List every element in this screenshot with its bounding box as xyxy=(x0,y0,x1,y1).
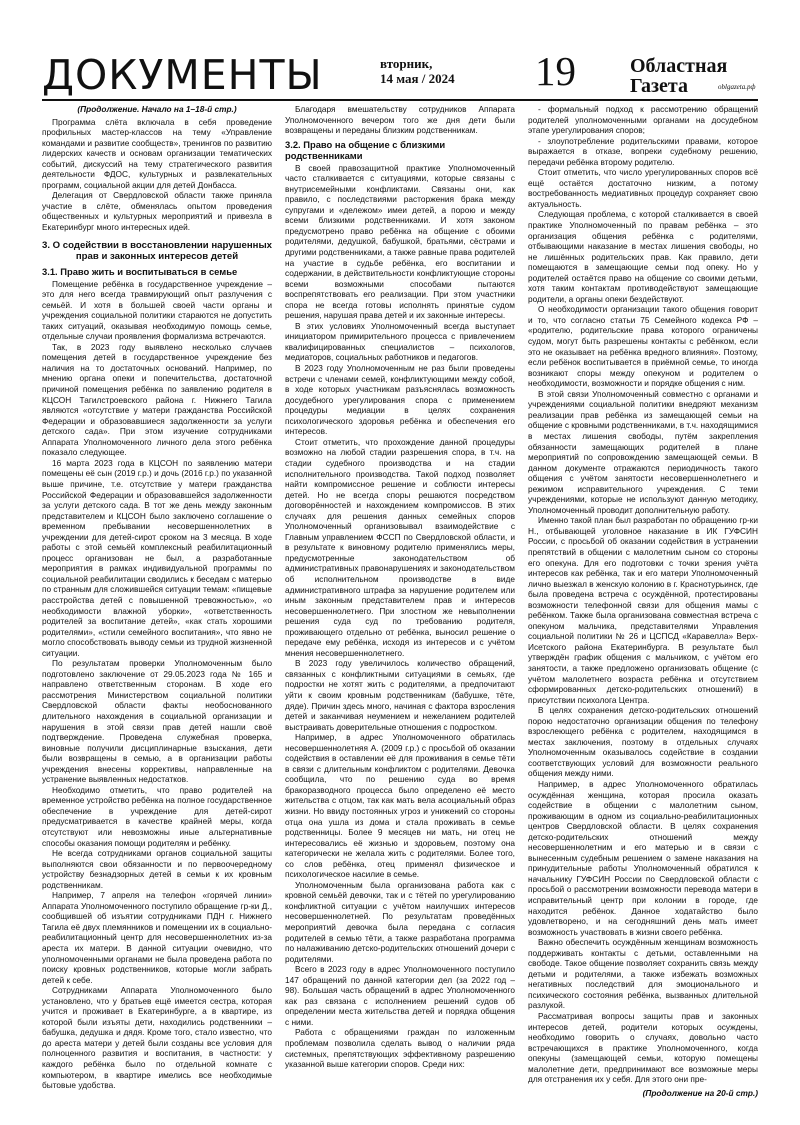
paragraph: По результатам проверки Уполномоченным было подготовлено заключение от 29.05.2023 года № 165 и направлено ответственным сторонам. В ходе его рассмотрения Министерством социальной политики Свердловской области факты необоснованного длительного нахождения в социальной организации и нарушения в этой связи прав детей нашли своё подтверждение. Проведена служебная проверка, виновные получили дисциплинарные взыскания, дети были возвращены в семью, а в организации работы учреждения внесены коррективы, направленные на устранение выявленных недостатков. xyxy=(42,658,272,785)
paragraph: Следующая проблема, с которой сталкивается в своей практике Уполномоченный по правам ребёнка – это организация общения ребёнка с родителями, отбывающими наказание в местах лишения свободы, но не лишённых родительских прав. Как правило, дети помещаются в замещающие семьи под опеку. Но у родителей остаётся право на общение со своими детьми, хотя таким контактам противодействуют замещающие родители, а органы опеки бездействуют. xyxy=(528,209,758,304)
paragraph: Так, в 2023 году выявлено несколько случаев помещения детей в государственное учреждение без наличия на то достаточных оснований. Например, по мнению органа опеки и попечительства, достаточной причиной помещения ребёнка по заявлению родителя в КЦСОН Тагилстроевского района г. Нижнего Тагила являются «отсутствие у матери гражданства Российской Федерации и образовавшиеся задолженности за услуги детского сада». При этом изучение сотрудниками Аппарата Уполномоченного личного дела этого ребёнка показало следующее. xyxy=(42,341,272,458)
paragraph: Работа с обращениями граждан по изложенным проблемам позволила сделать вывод о наличии ряда системных, препятствующих эффективному разрешению указанной выше категории споров. Среди них: xyxy=(285,1027,515,1070)
paragraph: - формальный подход к рассмотрению обращений родителей уполномоченными органами на досудебном этапе урегулирования споров; xyxy=(528,104,758,136)
paragraph: В этой связи Уполномоченный совместно с органами и учреждениями социальной политики внедряют механизм реализации прав ребёнка из замещающей семьи на общение с кровными родственниками, в т.ч. находящимися в местах лишения свободы, путём закрепления обязанности замещающих родителей в плане мероприятий по сопровождению замещающей семьи. В данном документе отражаются периодичность такого общения с учётом занятости несовершеннолетнего и режимом исправительного учреждения. С теми учреждениями, которые не используют данную методику, Уполномоченный проводит дополнительную работу. xyxy=(528,388,758,515)
article-column-2 xyxy=(285,104,515,1104)
masthead xyxy=(42,48,758,99)
paragraph: Уполномоченным была организована работа как с кровной семьёй девочки, так и с тётей по урегулированию конфликтной ситуации с учётом наилучших интересов несовершеннолетней. По результатам проведённых мероприятий девочка была передана с согласия родителей в семью тёти, а также разработана программа по налаживанию детско-родительских отношений дочери с родителями. xyxy=(285,879,515,964)
paragraph: В этих условиях Уполномоченный всегда выступает инициатором примирительного процесса с привлечением квалифицированных специалистов – психологов, медиаторов, социальных работников и педагогов. xyxy=(285,320,515,363)
paragraph: Стоит отметить, что прохождение данной процедуры возможно на любой стадии разрешения спора, в т.ч. на стадии судебного производства и на стадии исполнительного производства. Такой подход позволяет найти компромиссное решение и соблюсти интересы детей. Но не всегда споры решаются посредством договорённостей и нахождением компромиссов. В этих случаях для решения данных семейных споров Уполномоченный организовывал взаимодействие с Главным управлением ФССП по Свердловской области, и в результате к виновному родителю применялись меры, предусмотренные законодательством об административных правонарушениях и законодательством об исполнительном производстве в виде административного штрафа за нарушение родителем или иным законным представителем прав и интересов несовершеннолетнего. При злостном же невыполнении решения суда суд по требованию родителя, проживающего отдельно от ребёнка, выносил решение о передаче ему ребёнка, исходя из интересов и с учётом мнения несовершеннолетнего. xyxy=(285,436,515,658)
paragraph: О необходимости организации такого общения говорит и то, что согласно статьи 75 Семейного кодекса РФ – «родителю, родительские права которого ограничены судом, могут быть разрешены контакты с ребёнком, если это не оказывает на ребёнка вредного влияния». Поэтому, если ребёнок воспитывается в приёмной семье, то иногда возникают споры между опекуном и родителем о необходимости, возможности и порядке общения с ним. xyxy=(528,304,758,389)
paragraph: Именно такой план был разработан по обращению гр-ки Н., отбывающей уголовное наказание в ИК ГУФСИН России, с просьбой об оказании содействия в устранении препятствий в общении с малолетним сыном со стороны его опекуна. Для его подготовки с точки зрения учёта интересов как ребёнка, так и его матери Уполномоченный лично выезжал в женскую колонию в г. Краснотурьинск, где была проведена встреча с осуждённой, протестированы возможности телефонной связи для общения мамы с ребёнком. Также была организована совместная встреча с опекуном мальчика, представителями Управления социальной политики № 26 и ЦСПСД «Каравелла» Верх-Исетского района Екатеринбурга. В результате был утверждён график общения с мальчиком, с учётом его занятости, а также предложено организовать общение (с учётом малолетнего возраста ребёнка и отсутствием сформированных детско-родительских отношений) в присутствии психолога Центра. xyxy=(528,515,758,705)
paragraph: В 2023 году Уполномоченным не раз были проведены встречи с членами семей, конфликтующими между собой, в ходе которых участникам разъяснялась возможность досудебного урегулирования спора с применением процедуры медиации в целях сохранения психологического здоровья ребёнка и обеспечения его интересов. xyxy=(285,363,515,437)
paragraph: Например, 7 апреля на телефон «горячей линии» Аппарата Уполномоченного поступило обращение гр-ки Д., сообщившей об изъятии сотрудниками ПДН г. Нижнего Тагила её двух племянников и помещении их в социально-реабилитационный центр для несовершеннолетних из-за ареста их матери. В данной ситуации очевидно, что уполномоченными органами не была проведена работа по поиску кровных родственников, которые могли забрать детей к себе. xyxy=(42,890,272,985)
paragraph: Например, в адрес Уполномоченного обратилась осуждённая женщина, которая просила оказать содействие в общении с малолетним сыном, проживающим в одном из социально-реабилитационных центров Свердловской области. В целях сохранения детско-родительских отношений между несовершеннолетним и его матерью и в связи с вынесенным судебным решением о замене наказания на принудительные работы Уполномоченный обратился к начальнику ГУФСИН России по Свердловской области с просьбой о рассмотрении возможности перевода матери в исправительный центр при колонии в городе, где находится ребёнок. Данное ходатайство было удовлетворено, и на сегодняшний день мать имеет возможность участвовать в жизни своего ребёнка. xyxy=(528,779,758,937)
paragraph: Делегация от Свердловской области также приняла участие в слёте, обменялась опытом проведения общественных и культурных мероприятий и привезла в Екатеринбург много интересных идей. xyxy=(42,190,272,233)
newspaper-website: oblgazeta.рф xyxy=(718,83,756,91)
paragraph: Например, в адрес Уполномоченного обратилась несовершеннолетняя А. (2009 г.р.) с просьбой об оказании содействия в оставлении её для проживания в семье тёти в связи с длительным конфликтом с родителями. Девочка сообщила, что по решению суда во время бракоразводного процесса было определено её место жительства с отцом, так как мать вела асоциальный образ жизни. Но ввиду постоянных угроз и унижений со стороны отца она ушла из дома и стала проживать в семье родственницы. Более 9 месяцев ни мать, ни отец не интересовались её жизнью и здоровьем, поэтому она категорически не желала жить с родителями. Более того, со слов ребёнка, отец применял физическое и психологическое насилие в семье. xyxy=(285,732,515,880)
paragraph: В целях сохранения детско-родительских отношений порою недостаточно организации общения по телефону взрослеющего ребёнка с родителем, находящимся в местах заключения, поэтому в отдельных случаях Уполномоченным оказывалось содействие в создании соответствующих условий для возможности реального общения между ними. xyxy=(528,705,758,779)
paragraph: 16 марта 2023 года в КЦСОН по заявлению матери помещены её сын (2019 г.р.) и дочь (2016 г.р.) по указанной выше причине, т.е. отсутствие у матери гражданства Российской Федерации и образовавшейся задолженности за услуги детского сада. В тот же день между законным представителем и КЦСОН было заключено соглашение о временном пребывании несовершеннолетних в учреждении для детей-сирот сроком на 3 месяца. В ходе работы с этой семьёй комплексный реабилитационный процесс организован не был, а разработанные мероприятия в рамках индивидуальной программы по социальной реабилитации сводились к беседам с матерью по странным для сложившейся ситуации темам: «пищевые расстройства детей с повышенной тревожностью», «о необходимости влажной уборки», «ответственность родителей за воспитание детей», «как стать хорошими родителями», «стили семейного воспитания», что явно не могло способствовать выводу семьи из трудной жизненной ситуации. xyxy=(42,457,272,658)
paragraph: Важно обеспечить осуждённым женщинам возможность поддерживать контакты с детьми, оставленными на свободе. Такое общение позволяет сохранить связь между детьми и родителями, а также избежать возможных негативных последствий для эмоционального и психического состояния ребёнка, вызванных длительной разлукой. xyxy=(528,937,758,1011)
article-column-1 xyxy=(42,104,272,1112)
section-title: ДОКУМЕНТЫ xyxy=(42,51,323,99)
paragraph: Рассматривая вопросы защиты прав и законных интересов детей, родители которых осуждены, необходимо говорить о случаях, довольно часто встречающихся в практике Уполномоченного, когда опекуны (замещающей семьи, которую помещены малолетние дети, предпринимают все возможные меры для отстранения их у себя. Для этого они пре- xyxy=(528,1011,758,1085)
paragraph: Благодаря вмешательству сотрудников Аппарата Уполномоченного вечером того же дня дети были возвращены и переданы близким родственникам. xyxy=(285,104,515,136)
paragraph: В своей правозащитной практике Уполномоченный часто сталкивается с ситуациями, которые связаны с внутрисемейными конфликтами. Связаны они, как правило, с последствиями расторжения брака между супругами и «дележом» имеи детей, а порою и между всеми близкими родственниками. И хотя законом предусмотрено право ребёнка на общение с обоими родителями, дедушкой, бабушкой, братьями, сёстрами и другими родственниками, а также равные права родителей на участие в судьбе ребёнка, его воспитании и содержании, в действительности конфликтующие стороны всеми возможными способами пытаются воспрепятствовать его реализации. При этом участники спора не всегда готовы исполнять принятые судом решения, нарушая права детей и их законные интересы. xyxy=(285,162,515,321)
newspaper-name: Областная Газета xyxy=(630,55,728,97)
continuation-note: (Продолжение. Начало на 1–18-й стр.) xyxy=(77,104,237,114)
paragraph: Не всегда сотрудниками органов социальной защиты выполняются свои обязанности и по первоочередному устройству безнадзорных детей в семьи к их кровным родственникам. xyxy=(42,848,272,890)
paragraph: Всего в 2023 году в адрес Уполномоченного поступило 147 обращений по данной категории дел (за 2022 год – 98). Большая часть обращений в адрес Уполномоченного как раз связана с исполнением решений судов об определении места жительства детей и порядка общения с ними. xyxy=(285,964,515,1027)
section-heading: 3. О содействии в восстановлении нарушенных прав и законных интересов детей xyxy=(42,239,272,263)
article-column-3 xyxy=(528,104,758,1104)
continuation-footer: (Продолжение на 20-й стр.) xyxy=(642,1087,758,1098)
paragraph: Помещение ребёнка в государственное учреждение – это для него всегда травмирующий опыт разлучения с семьёй. И хотя в большей своей части органы и учреждения социальной политики стараются не допустить таких ситуаций, оказывая необходимую помощь семье, отдельные случаи проявления формализма встречаются. xyxy=(42,278,272,342)
paragraph: Необходимо отметить, что право родителей на временное устройство ребёнка на полное государственное обеспечение в учреждение для детей-сирот предусматривается в качестве крайней меры, когда отсутствуют или невозможны иные альтернативные способы оказания помощи родителям и ребёнку. xyxy=(42,784,272,848)
paragraph: Сотрудниками Аппарата Уполномоченного было установлено, что у братьев ещё имеется сестра, которая учится и проживает в Екатеринбурге, а в квартире, из которой были изъяты дети, находились родственники – бабушка, дедушка и дядя. Кроме того, стало известно, что до ареста матери у детей были созданы все условия для полноценного развития и воспитания, в частности: у каждого ребёнка было по отдельной комнате с компьютером, в квартире имелись все необходимые бытовые удобства. xyxy=(42,985,272,1091)
paragraph: - злоупотребление родительскими правами, которое выражается в отказе, вопреки судебному решению, передачи ребёнка второму родителю. xyxy=(528,135,758,167)
subsection-heading: 3.1. Право жить и воспитываться в семье xyxy=(42,265,238,277)
paragraph: Стоит отметить, что число урегулированных споров всё ещё остаётся достаточно низким, а потому востребованность медиативных процедур сохраняет свою актуальность. xyxy=(528,167,758,209)
paragraph: В 2023 году увеличилось количество обращений, связанных с конфликтными ситуациями в семьях, где подростки не хотят жить с родителями, а предпочитают уйти к своим кровным родственникам (бабушке, тёте, дяде). Причин здесь много, начиная с фактора взросления детей и заканчивая неумением и нежеланием родителей выстраивать доверительные отношения с подростком. xyxy=(285,658,515,732)
subsection-heading: 3.2. Право на общение с близкими родственниками xyxy=(285,138,446,161)
page-number: 19 xyxy=(535,48,576,94)
header-rule xyxy=(42,99,758,101)
issue-date: вторник, 14 мая / 2024 xyxy=(380,56,455,86)
paragraph: Программа слёта включала в себя проведение профильных мастер-классов на тему «Управление командами и развитие сообществ», тренингов по развитию лидерских качеств и основам организации тематических событий, дискуссий на тему стратегического развития деятельности ФДОС, культурных и развлекательных программ, социальной акции для детей Донбасса. xyxy=(42,116,272,190)
